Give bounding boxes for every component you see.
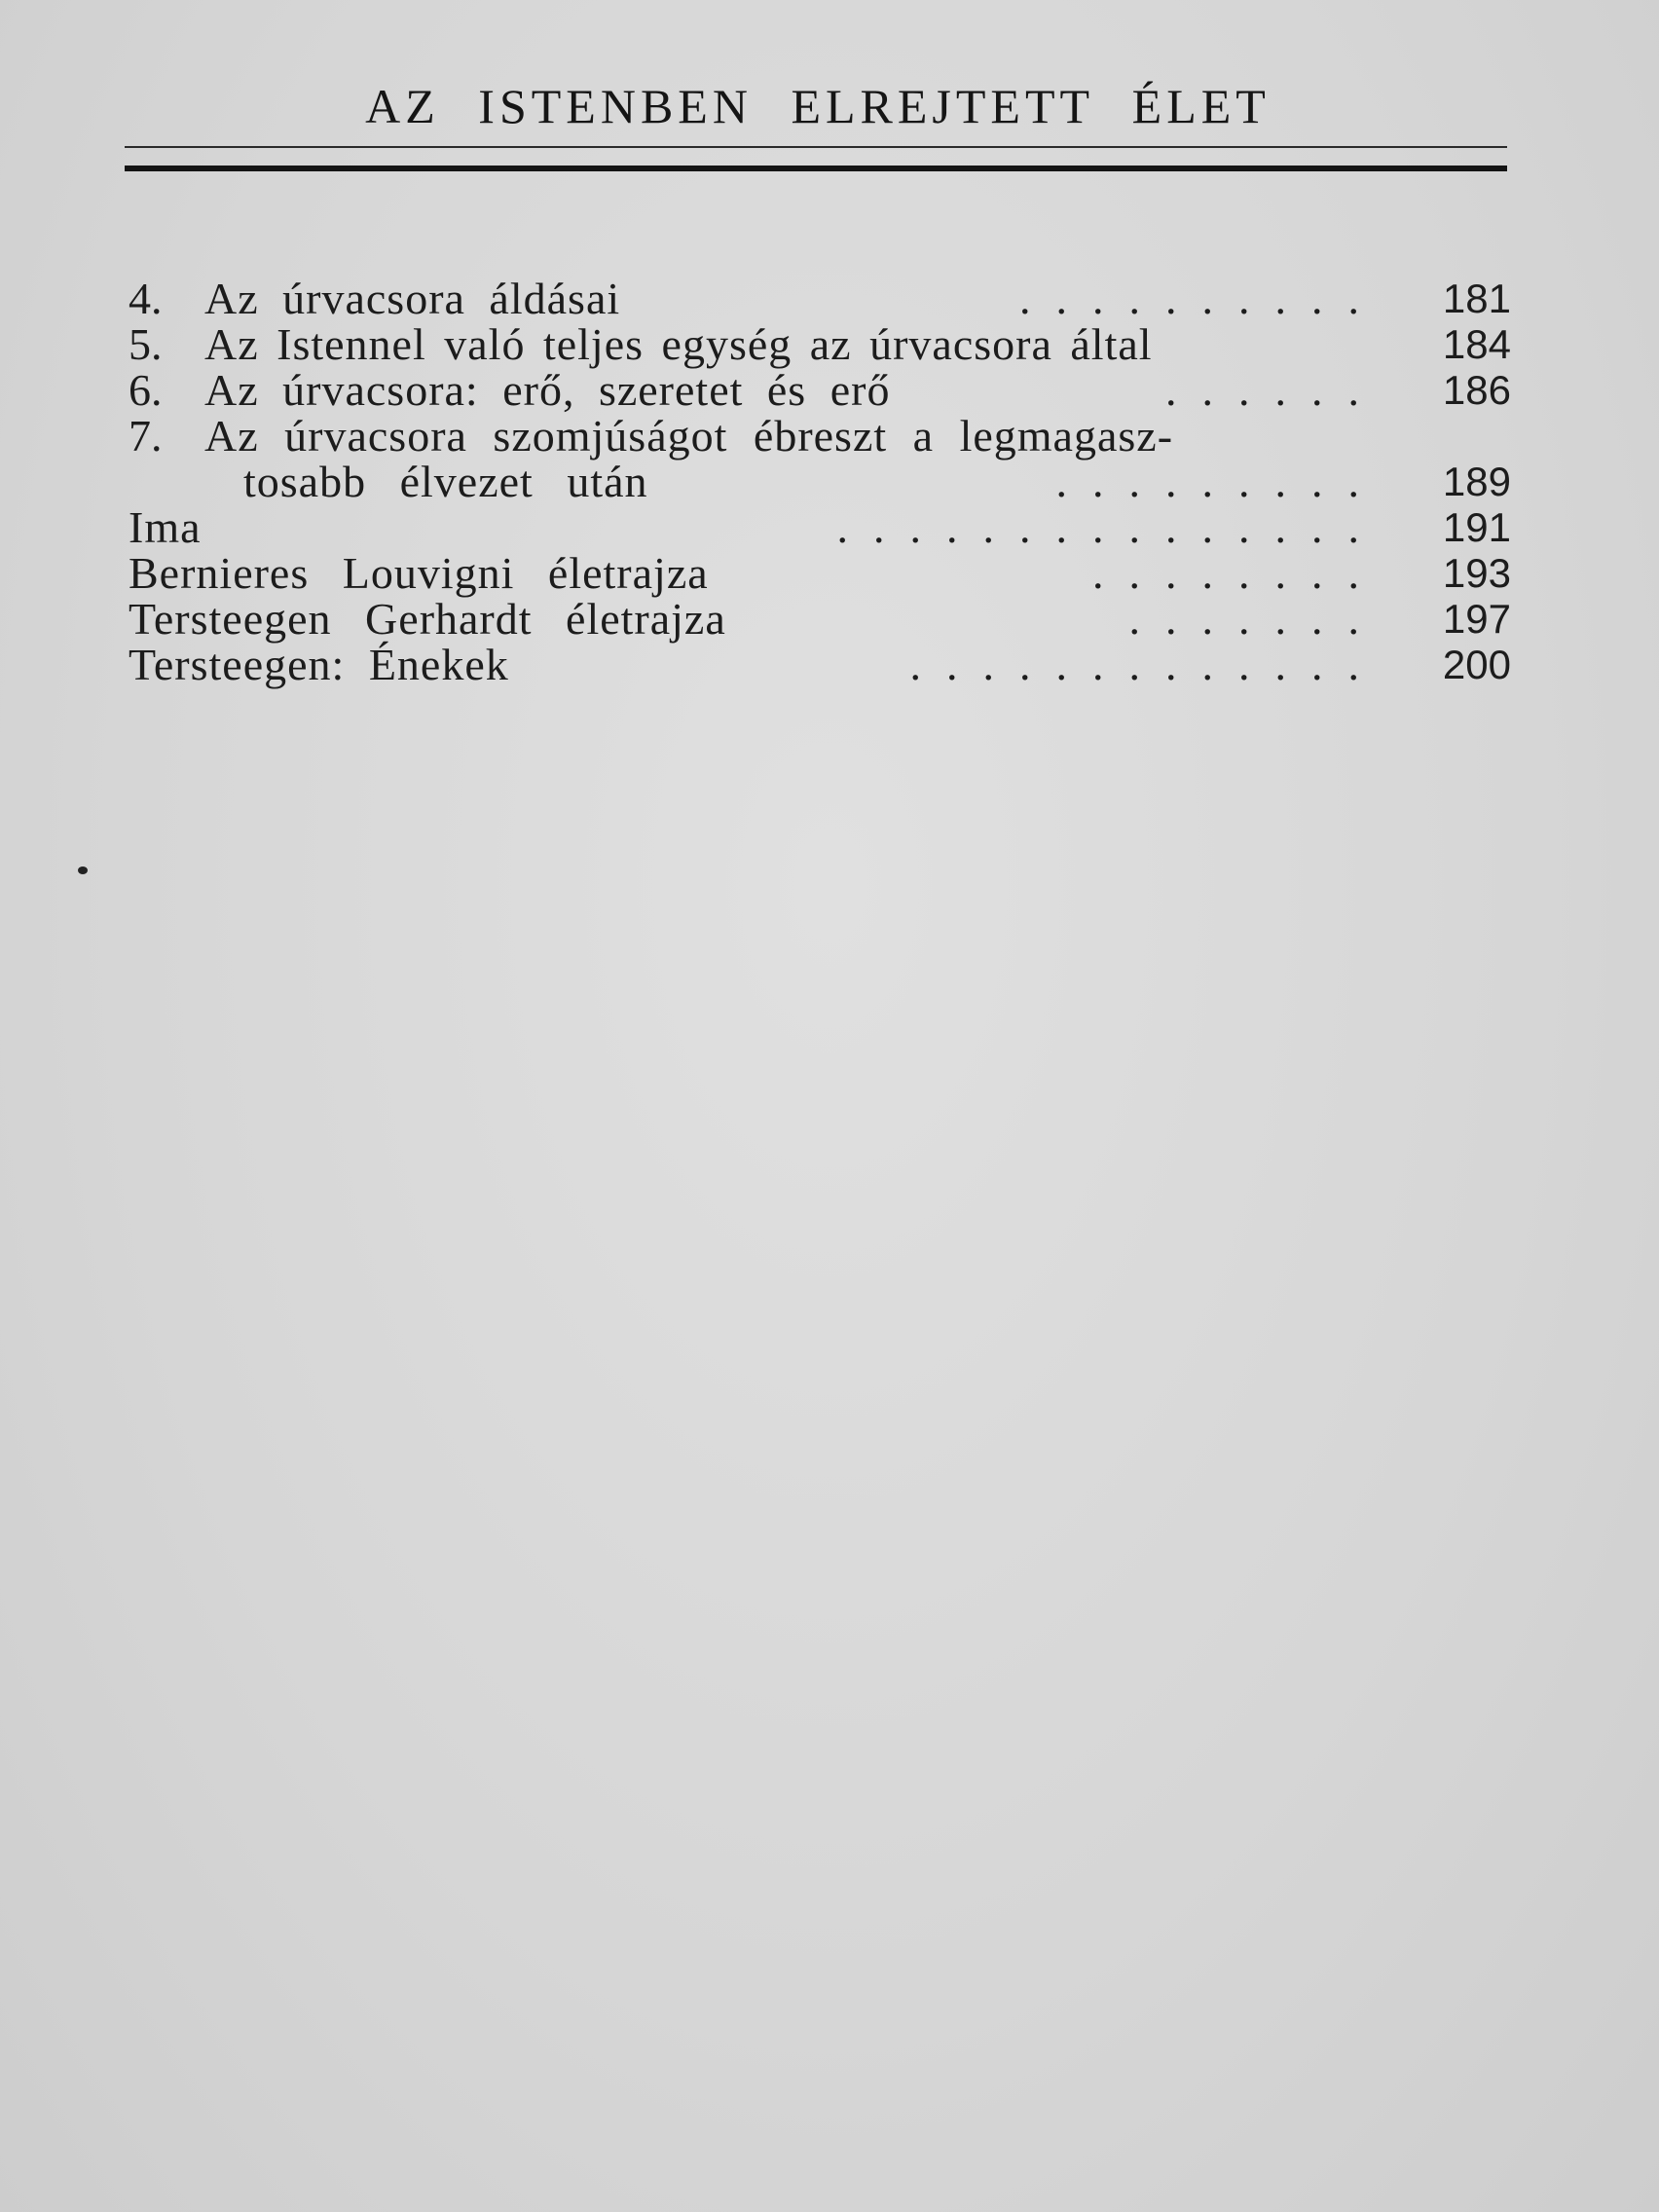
toc-page-number: 193 (1442, 550, 1511, 596)
toc-entry-number: 7. (129, 411, 163, 461)
toc-page-number: 197 (1442, 596, 1511, 642)
toc-entry (129, 413, 1511, 459)
toc-leader-dots: ....... (1128, 594, 1384, 644)
toc-entry-title: Az Istennel való teljes egység az úrvacsora által (204, 319, 1153, 369)
paper-speck (78, 866, 88, 874)
toc-leader-dots: ............. (909, 640, 1384, 689)
toc-entry-title: Az úrvacsora áldásai (204, 274, 621, 323)
toc-entry (129, 642, 1511, 687)
toc-page-number: 181 (1442, 276, 1511, 321)
toc-leader-dots: .......... (1019, 274, 1384, 323)
toc-entry (129, 321, 1511, 367)
toc-entry-title: Tersteegen Gerhardt életrajza (129, 594, 726, 644)
toc-entry-continuation (129, 459, 1511, 504)
toc-page-number: 184 (1442, 321, 1511, 367)
toc-page-number: 189 (1442, 459, 1511, 504)
toc-entry-title: Bernieres Louvigni életrajza (129, 548, 709, 598)
toc-leader-dots: ...... (1165, 365, 1384, 415)
toc-entry (129, 550, 1511, 596)
toc-entry-title: Ima (129, 502, 202, 552)
header-rule-thin (125, 146, 1507, 148)
toc-leader-dots: ........ (1092, 548, 1384, 598)
table-of-contents (129, 276, 1511, 687)
toc-entry-title: Tersteegen: Énekek (129, 640, 509, 689)
toc-leader-dots: ......... (1055, 457, 1384, 506)
toc-page-number: 200 (1442, 642, 1511, 687)
toc-entry-title: Az úrvacsora szomjúságot ébreszt a legmagasz- (204, 411, 1174, 461)
toc-entry (129, 276, 1511, 321)
toc-entry-number: 4. (129, 274, 163, 323)
toc-entry-number: 6. (129, 365, 163, 415)
toc-entry-title: Az úrvacsora: erő, szeretet és erő (204, 365, 891, 415)
toc-page-number: 191 (1442, 504, 1511, 550)
toc-leader-dots: ............... (836, 502, 1384, 552)
toc-entry-title: tosabb élvezet után (243, 457, 648, 506)
toc-entry-number: 5. (129, 319, 163, 369)
toc-entry (129, 504, 1511, 550)
header-rule-thick (125, 166, 1507, 171)
toc-page-number: 186 (1442, 367, 1511, 413)
running-head-title: AZ ISTENBEN ELREJTETT ÉLET (365, 79, 1271, 133)
toc-entry (129, 367, 1511, 413)
toc-entry (129, 596, 1511, 642)
